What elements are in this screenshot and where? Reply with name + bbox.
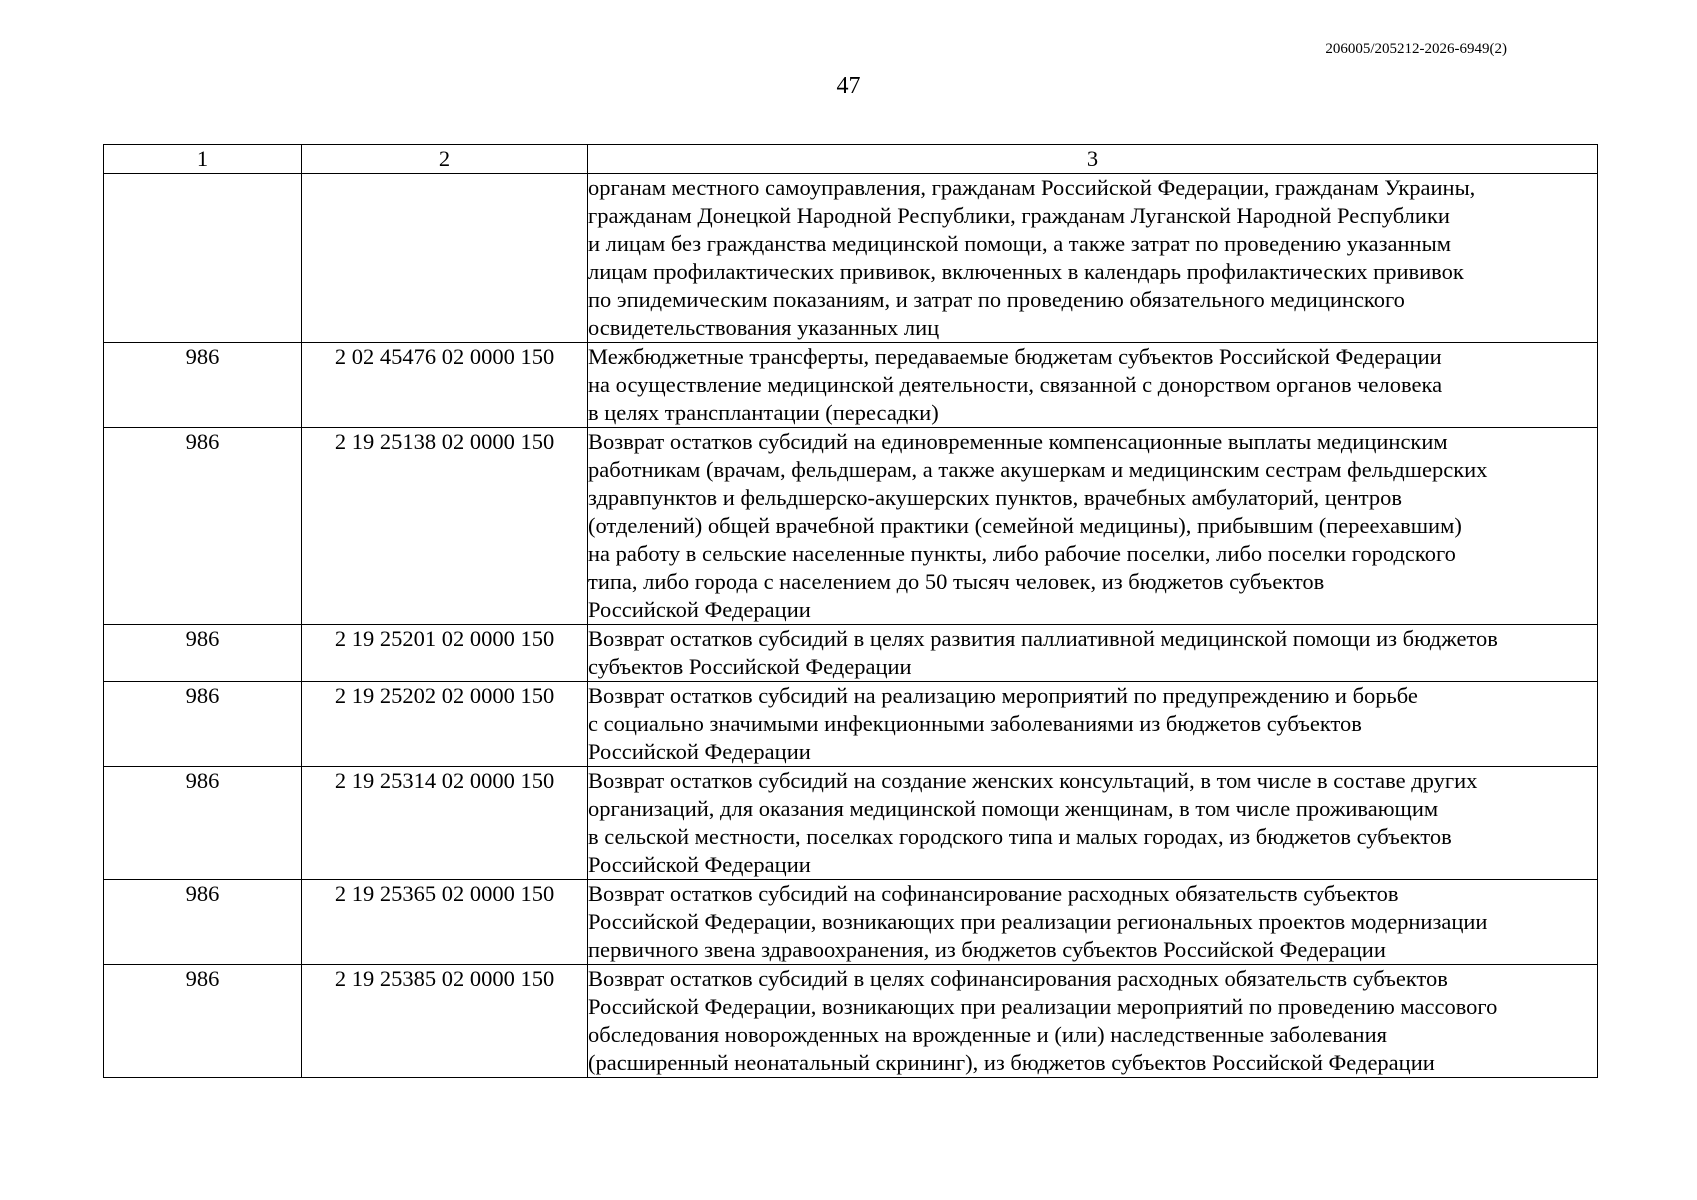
table-row xyxy=(104,767,1598,880)
table-row xyxy=(104,965,1598,1078)
description-line: на осуществление медицинской деятельности, связанной с донорством органов человека xyxy=(588,372,1443,397)
description-cell xyxy=(588,174,1598,343)
admin-code-cell: 986 xyxy=(104,965,302,1078)
table-row xyxy=(104,880,1598,965)
admin-code-cell: 986 xyxy=(104,343,302,428)
admin-code-cell: 986 xyxy=(104,880,302,965)
budget-code-cell: 2 02 45476 02 0000 150 xyxy=(302,343,588,428)
budget-code-cell: 2 19 25201 02 0000 150 xyxy=(302,625,588,682)
admin-code-cell xyxy=(104,174,302,343)
description-line: в сельской местности, поселках городского типа и малых городах, из бюджетов субъектов xyxy=(588,824,1452,849)
description-line: первичного звена здравоохранения, из бюджетов субъектов Российской Федерации xyxy=(588,937,1386,962)
table-row xyxy=(104,343,1598,428)
budget-code-cell: 2 19 25314 02 0000 150 xyxy=(302,767,588,880)
description-line: в целях трансплантации (пересадки) xyxy=(588,400,939,425)
budget-code-cell: 2 19 25385 02 0000 150 xyxy=(302,965,588,1078)
description-line: с социально значимыми инфекционными заболеваниями из бюджетов субъектов xyxy=(588,711,1362,736)
description-line: и лицам без гражданства медицинской помощи, а также затрат по проведению указанным xyxy=(588,231,1451,256)
description-line: Российской Федерации, возникающих при реализации мероприятий по проведению массового xyxy=(588,994,1498,1019)
description-line: лицам профилактических прививок, включенных в календарь профилактических прививок xyxy=(588,259,1464,284)
admin-code-cell: 986 xyxy=(104,625,302,682)
description-line: освидетельствования указанных лиц xyxy=(588,315,940,340)
description-line: Российской Федерации, возникающих при реализации региональных проектов модернизации xyxy=(588,909,1488,934)
description-line: Возврат остатков субсидий на единовременные компенсационные выплаты медицинским xyxy=(588,429,1448,454)
description-line: Межбюджетные трансферты, передаваемые бюджетам субъектов Российской Федерации xyxy=(588,344,1442,369)
description-line: работникам (врачам, фельдшерам, а также акушеркам и медицинским сестрам фельдшерских xyxy=(588,457,1488,482)
description-line: гражданам Донецкой Народной Республики, гражданам Луганской Народной Республики xyxy=(588,203,1450,228)
table-row xyxy=(104,682,1598,767)
column-header-3: 3 xyxy=(588,145,1598,174)
description-line: по эпидемическим показаниям, и затрат по проведению обязательного медицинского xyxy=(588,287,1405,312)
description-cell xyxy=(588,343,1598,428)
description-line: Возврат остатков субсидий на создание женских консультаций, в том числе в составе других xyxy=(588,768,1478,793)
description-line: на работу в сельские населенные пункты, либо рабочие поселки, либо поселки городского xyxy=(588,541,1456,566)
description-line: Российской Федерации xyxy=(588,597,811,622)
description-cell xyxy=(588,682,1598,767)
budget-code-cell: 2 19 25202 02 0000 150 xyxy=(302,682,588,767)
description-line: обследования новорожденных на врожденные и (или) наследственные заболевания xyxy=(588,1022,1387,1047)
table-header-row xyxy=(104,145,1598,174)
description-cell xyxy=(588,428,1598,625)
description-line: здравпунктов и фельдшерско-акушерских пунктов, врачебных амбулаторий, центров xyxy=(588,485,1403,510)
description-line: органам местного самоуправления, гражданам Российской Федерации, гражданам Украины, xyxy=(588,175,1476,200)
budget-classification-table xyxy=(103,144,1598,1078)
description-line: Возврат остатков субсидий на реализацию мероприятий по предупреждению и борьбе xyxy=(588,683,1418,708)
description-line: субъектов Российской Федерации xyxy=(588,654,912,679)
admin-code-cell: 986 xyxy=(104,428,302,625)
column-header-1: 1 xyxy=(104,145,302,174)
description-cell xyxy=(588,767,1598,880)
description-line: Российской Федерации xyxy=(588,852,811,877)
budget-code-cell: 2 19 25365 02 0000 150 xyxy=(302,880,588,965)
description-line: (отделений) общей врачебной практики (семейной медицины), прибывшим (переехавшим) xyxy=(588,513,1462,538)
description-cell xyxy=(588,965,1598,1078)
page-number: 47 xyxy=(836,73,861,99)
admin-code-cell: 986 xyxy=(104,682,302,767)
table-row xyxy=(104,625,1598,682)
description-cell xyxy=(588,625,1598,682)
table-row xyxy=(104,174,1598,343)
column-header-2: 2 xyxy=(302,145,588,174)
table-row xyxy=(104,428,1598,625)
table-body xyxy=(104,174,1598,1078)
budget-code-cell: 2 19 25138 02 0000 150 xyxy=(302,428,588,625)
document-id: 206005/205212-2026-6949(2) xyxy=(1325,41,1507,57)
description-cell xyxy=(588,880,1598,965)
description-line: Возврат остатков субсидий на софинансирование расходных обязательств субъектов xyxy=(588,881,1399,906)
admin-code-cell: 986 xyxy=(104,767,302,880)
description-line: организаций, для оказания медицинской помощи женщинам, в том числе проживающим xyxy=(588,796,1439,821)
description-line: Российской Федерации xyxy=(588,739,811,764)
description-line: Возврат остатков субсидий в целях развития паллиативной медицинской помощи из бюджетов xyxy=(588,626,1498,651)
description-line: (расширенный неонатальный скрининг), из бюджетов субъектов Российской Федерации xyxy=(588,1050,1435,1075)
description-line: типа, либо города с населением до 50 тысяч человек, из бюджетов субъектов xyxy=(588,569,1325,594)
budget-code-cell xyxy=(302,174,588,343)
description-line: Возврат остатков субсидий в целях софинансирования расходных обязательств субъектов xyxy=(588,966,1448,991)
